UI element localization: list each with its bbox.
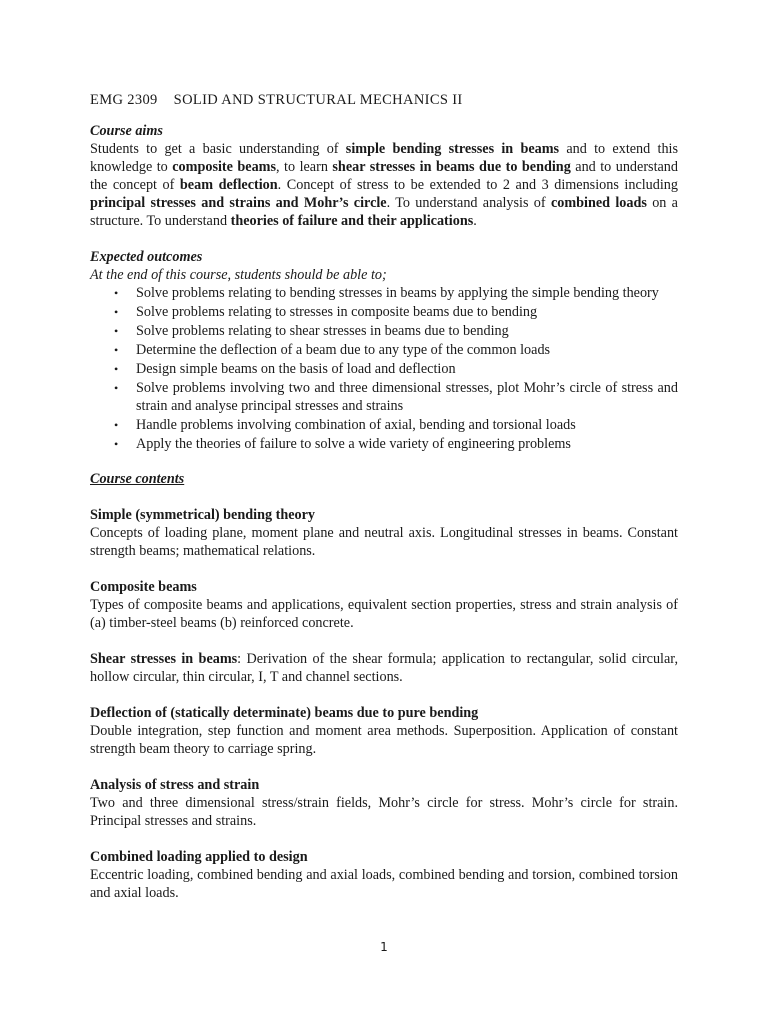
aims-bold: simple bending stresses in beams (345, 141, 560, 157)
aims-text: . (473, 213, 477, 229)
list-item (114, 360, 678, 379)
list-item (114, 303, 678, 322)
bullet-icon: • (114, 437, 119, 451)
spacer (90, 686, 678, 704)
aims-bold: beam deflection (179, 177, 278, 193)
bullet-icon: • (114, 418, 119, 432)
course-title: SOLID AND STRUCTURAL MECHANICS II (173, 92, 463, 108)
course-aims-heading: Course aims (90, 123, 163, 139)
aims-text: Students to get a basic understanding of (90, 141, 346, 157)
spacer (90, 830, 678, 848)
document-body (90, 122, 678, 902)
document-page (90, 0, 678, 1024)
topic-heading-stress-strain: Analysis of stress and strain (90, 777, 260, 793)
bullet-icon: • (114, 343, 119, 357)
aims-bold: theories of failure and their applications (230, 213, 474, 229)
list-item (114, 284, 678, 303)
topic-heading-deflection: Deflection of (statically determinate) beams due to pure bending (90, 705, 479, 721)
aims-bold: principal stresses and strains and Mohr’s circle (90, 195, 387, 211)
list-item-text: Design simple beams on the basis of load and deflection (136, 361, 456, 377)
bullet-icon: • (114, 362, 119, 376)
list-item (114, 322, 678, 341)
document-title (90, 92, 463, 109)
aims-text: . To understand analysis of (386, 195, 551, 211)
list-item (114, 379, 678, 416)
list-item (114, 416, 678, 435)
aims-bold: combined loads (550, 195, 647, 211)
course-contents-heading: Course contents (90, 471, 185, 487)
spacer (90, 230, 678, 248)
list-item-text: Determine the deflection of a beam due to any type of the common loads (136, 342, 551, 358)
aims-text: , to learn (276, 159, 333, 175)
bullet-icon: • (114, 381, 119, 395)
topic-body-combined-loading: Eccentric loading, combined bending and axial loads, combined bending and torsion, combined torsion and axial loads. (90, 867, 678, 901)
topic-body-stress-strain: Two and three dimensional stress/strain fields, Mohr’s circle for stress. Mohr’s circle for strain. Principal stresses and strains. (90, 795, 678, 829)
spacer (90, 488, 678, 506)
list-item-text: Solve problems relating to shear stresses in beams due to bending (136, 323, 509, 339)
aims-text: . Concept of stress to be extended to 2 and 3 dimensions including (277, 177, 678, 193)
topic-body-simple-bending: Concepts of loading plane, moment plane and neutral axis. Longitudinal stresses in beams. Constant strength beams; mathematical relations. (90, 525, 678, 559)
aims-bold: composite beams (172, 159, 277, 175)
aims-text: and to understand the concept of (90, 159, 678, 193)
spacer (90, 454, 678, 470)
bullet-icon: • (114, 305, 119, 319)
page-number: 1 (380, 940, 388, 954)
topic-heading-shear-stresses: Shear stresses in beams (90, 651, 238, 667)
aims-bold: shear stresses in beams due to bending (332, 159, 571, 175)
list-item-text: Solve problems relating to bending stresses in beams by applying the simple bending theory (136, 285, 659, 301)
list-item-text: Handle problems involving combination of axial, bending and torsional loads (136, 417, 576, 433)
list-item-text: Solve problems involving two and three dimensional stresses, plot Mohr’s circle of stress and strain and analyse principal stresses and strains (136, 380, 678, 414)
list-item-text: Solve problems relating to stresses in composite beams due to bending (136, 304, 538, 320)
topic-heading-combined-loading: Combined loading applied to design (90, 849, 308, 865)
topic-body-shear-stresses: : Derivation of the shear formula; application to rectangular, solid circular, hollow circular, thin circular, I, T and channel sections. (90, 651, 678, 685)
spacer (90, 758, 678, 776)
aims-text: and to extend this knowledge to (90, 141, 679, 175)
expected-outcomes-intro: At the end of this course, students should be able to; (90, 267, 387, 283)
list-item (114, 435, 678, 454)
aims-text: on a structure. To understand (90, 195, 678, 229)
list-item (114, 341, 678, 360)
course-code: EMG 2309 (90, 92, 158, 108)
bullet-icon: • (114, 324, 119, 338)
outcomes-list (90, 284, 678, 454)
topic-body-deflection: Double integration, step function and moment area methods. Superposition. Application of constant strength beam theory to carriage spring. (90, 723, 678, 757)
topic-heading-composite-beams: Composite beams (90, 579, 197, 595)
spacer (90, 632, 678, 650)
list-item-text: Apply the theories of failure to solve a wide variety of engineering problems (136, 436, 571, 452)
expected-outcomes-heading: Expected outcomes (90, 249, 203, 265)
topic-heading-simple-bending: Simple (symmetrical) bending theory (90, 507, 316, 523)
topic-body-composite-beams: Types of composite beams and applications, equivalent section properties, stress and strain analysis of (a) timber-steel beams (b) reinforced concrete. (90, 597, 678, 631)
bullet-icon: • (114, 286, 119, 300)
topic-shear-stresses (90, 650, 678, 686)
spacer (90, 560, 678, 578)
course-aims-paragraph (90, 140, 678, 230)
